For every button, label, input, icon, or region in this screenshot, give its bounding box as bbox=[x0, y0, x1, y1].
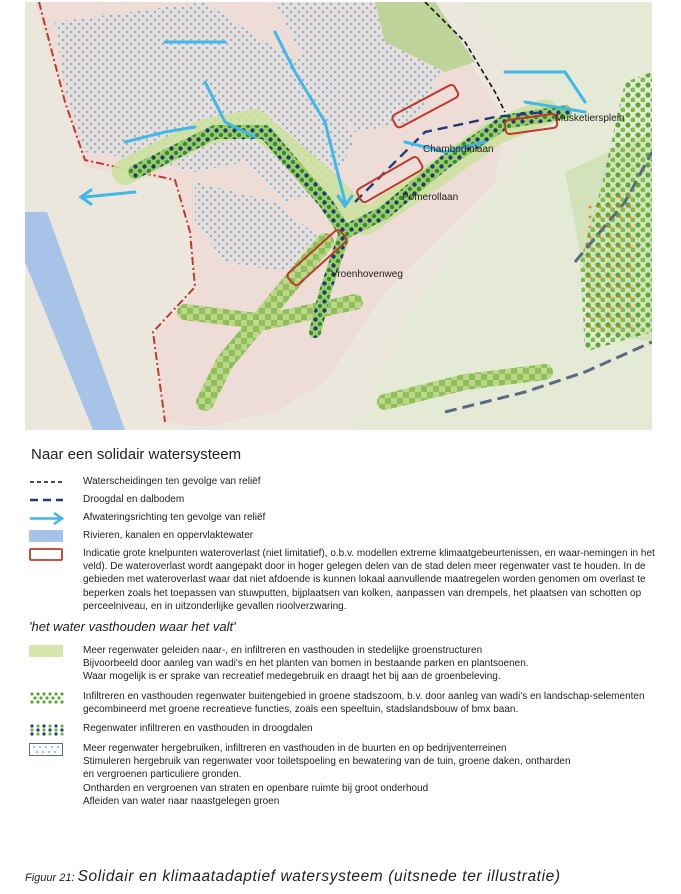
label-pomerollaan: Pomerollaan bbox=[402, 192, 459, 203]
legend-title: Naar een solidair watersysteem bbox=[31, 446, 242, 463]
legend-subheading: 'het water vasthouden waar het valt' bbox=[29, 619, 236, 635]
legend-text: Droogdal en dalbodem bbox=[83, 494, 185, 505]
light-green-fill-icon bbox=[29, 645, 65, 658]
legend-item-problems bbox=[25, 547, 655, 613]
label-musketiersplein: Musketiersplein bbox=[555, 113, 625, 124]
legend-item-navy-dots bbox=[25, 722, 655, 736]
legend-line: en vergroenen particuliere gronden. bbox=[83, 769, 242, 781]
navy-dots-icon bbox=[29, 723, 65, 736]
legend-text bbox=[83, 722, 313, 735]
caption-title: Solidair en klimaatadaptief watersysteem (uitsnede ter illustratie) bbox=[77, 868, 561, 885]
figure-caption bbox=[25, 868, 675, 886]
legend-text: Indicatie grote knelpunten wateroverlast (niet limitatief), o.b.v. modellen extreme klimaatgebeurtenissen, en waar-nemingen in het veld). De wateroverlast wordt aangepakt door in hoger gelegen delen van de stad delen meer regenwater vast te houden. In de gebieden met wateroverlast waar dat niet afdoende is kunnen lokaal aanvullende maatregelen worden genomen om overlast te beperken zoals het toepassen van stuwputten, bijplaatsen van kolken, aanpassen van drempels, het plaatsen van schotten op perceelniveau, en in uitzonderlijke gevallen rioolverzwaring. bbox=[83, 548, 655, 612]
legend-line: Waar mogelijk is er sprake van recreatief medegebruik en draagt het bij aan de groenbeleving. bbox=[83, 671, 501, 683]
blue-fill-icon bbox=[29, 530, 65, 543]
orange-dots-area bbox=[581, 192, 635, 332]
legend-line: Meer regenwater geleiden naar-, en infiltreren en vasthouden in stedelijke groenstructuren bbox=[83, 645, 483, 657]
legend-text: Waterscheidingen ten gevolge van reliëf bbox=[83, 476, 261, 487]
legend-text bbox=[83, 690, 655, 716]
blue-arrow-icon bbox=[29, 512, 65, 525]
label-vroenhovenweg: Vroenhovenweg bbox=[331, 269, 403, 280]
legend-text: Rivieren, kanalen en oppervlaktewater bbox=[83, 530, 254, 541]
caption-label: Figuur 21: bbox=[25, 872, 78, 884]
legend-item-neighbourhoods bbox=[25, 742, 655, 808]
legend-item-drainage bbox=[25, 511, 655, 525]
legend-item-watershed bbox=[25, 475, 655, 489]
legend-text bbox=[83, 644, 529, 684]
legend-line: Infiltreren en vasthouden regenwater buitengebied in groene stadszoom, b.v. door aanleg van wadi's en landschap-selementen gecombineerd met groene recreatieve functies, zoals een speeltuin, stadslandsbouw of bmx baan. bbox=[83, 690, 645, 715]
legend-item-green-dots bbox=[25, 690, 655, 716]
legend-line: Afleiden van water naar naastgelegen groen bbox=[83, 795, 280, 807]
legend-item-droogdal bbox=[25, 493, 655, 507]
legend-line: Regenwater infiltreren en vasthouden in droogdalen bbox=[83, 723, 313, 735]
green-dots-icon bbox=[29, 691, 65, 704]
dashed-black-line-icon bbox=[29, 476, 65, 489]
legend-line: Meer regenwater hergebruiken, infiltreren en vasthouden in de buurten en op bedrijventerreinen bbox=[83, 743, 507, 755]
legend-line: Ontharden en vergroenen van straten en openbare ruimte bij groot onderhoud bbox=[83, 782, 429, 794]
label-chambertinlaan: Chambertinlaan bbox=[423, 144, 494, 155]
legend-text: Afwateringsrichting ten gevolge van reliëf bbox=[83, 512, 266, 523]
blue-dots-box-icon bbox=[29, 743, 65, 756]
legend-item-green-structures bbox=[25, 644, 655, 684]
map bbox=[25, 2, 652, 430]
red-outline-icon bbox=[29, 548, 65, 561]
legend-line: Bijvoorbeeld door aanleg van wadi's en het planten van bomen in bestaande parken en plantsoenen. bbox=[83, 658, 529, 670]
legend-line: Stimuleren hergebruik van regenwater voor toiletspoeling en bewatering van de tuin, groene daken, ontharden bbox=[83, 756, 571, 768]
dashed-navy-line-icon bbox=[29, 494, 65, 507]
legend-text bbox=[83, 742, 571, 808]
legend bbox=[25, 440, 655, 812]
legend-item-water bbox=[25, 529, 655, 543]
